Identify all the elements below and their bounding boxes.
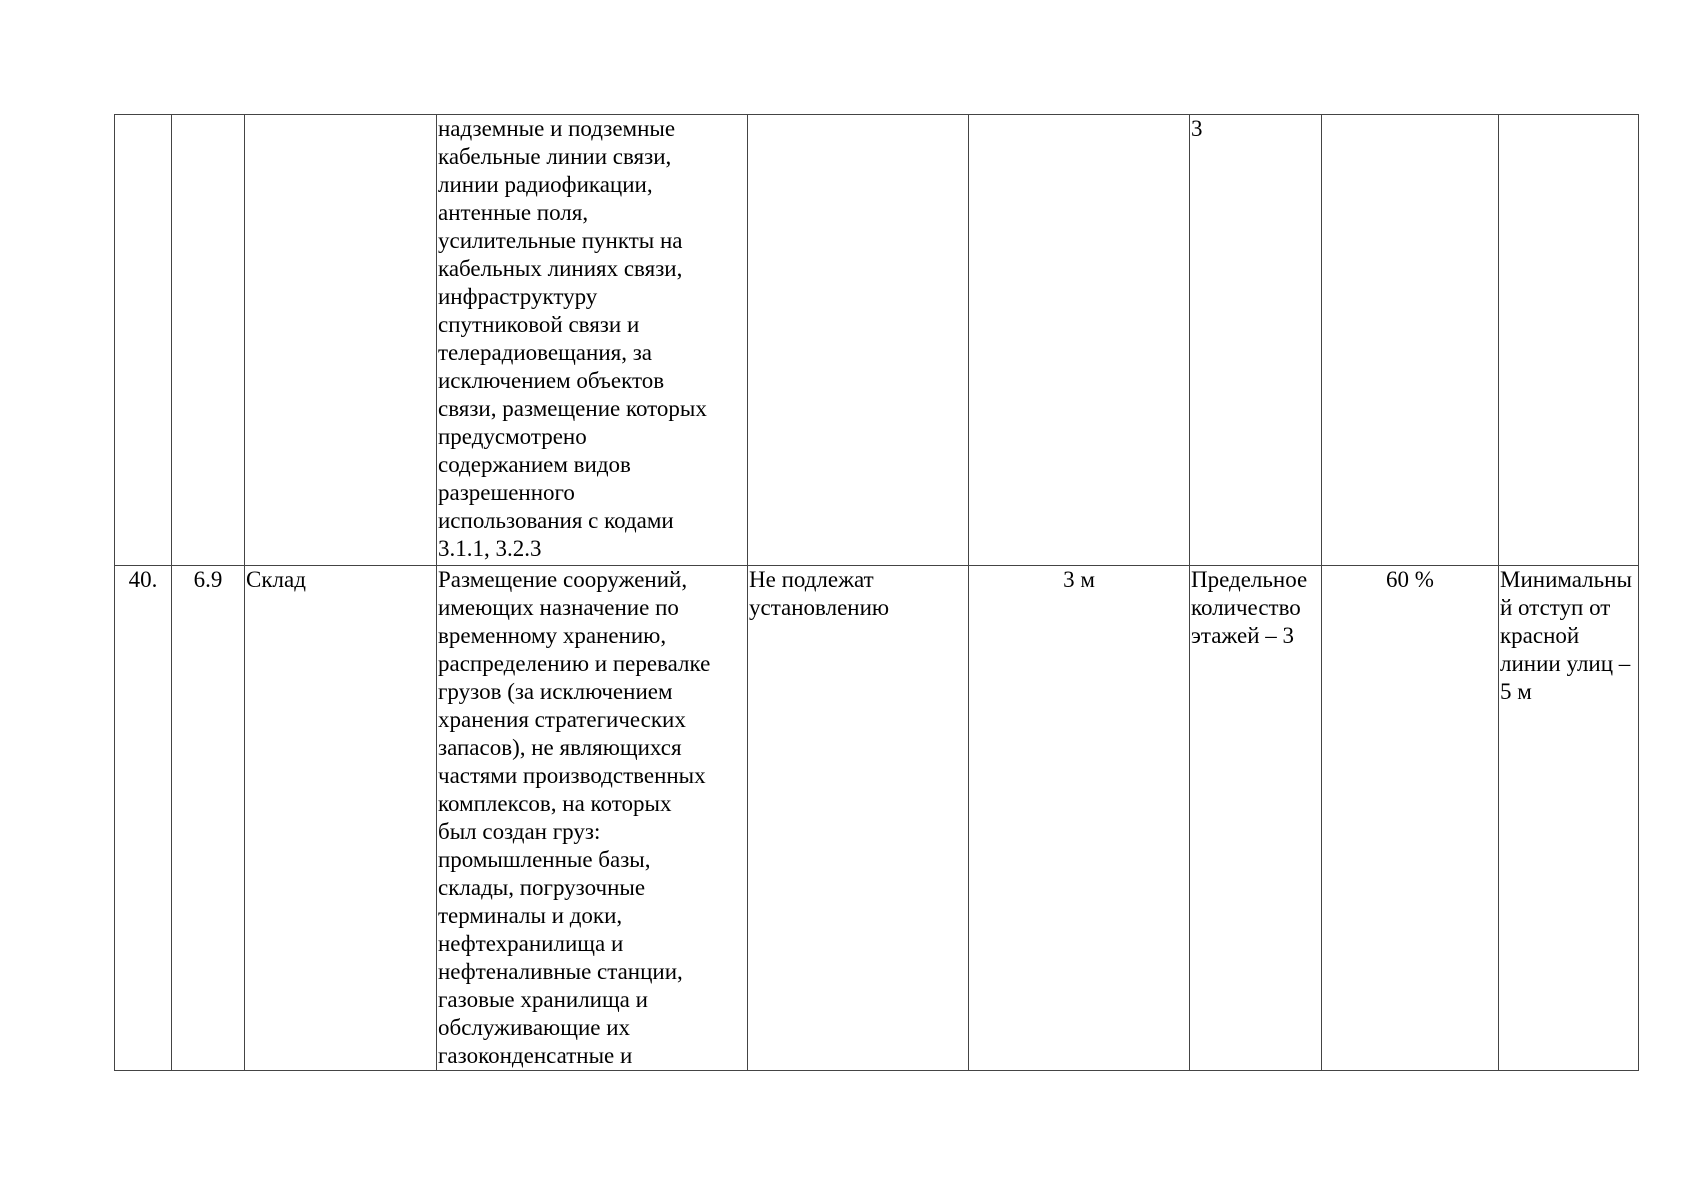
- setback-cell: 3 м: [969, 566, 1190, 1071]
- plot-size-cell: Не подлежат установлению: [748, 566, 969, 1071]
- notes-cell: [1499, 115, 1639, 566]
- setback-cell: [969, 115, 1190, 566]
- use-name-cell: [245, 115, 437, 566]
- row-number-cell: 40.: [115, 566, 172, 1071]
- coverage-cell: [1322, 115, 1499, 566]
- notes-cell: Минимальны й отступ от красной линии улиц – 5 м: [1499, 566, 1639, 1071]
- use-code-cell: 6.9: [172, 566, 245, 1071]
- floors-cell: Предельное количество этажей – 3: [1190, 566, 1322, 1071]
- plot-size-cell: [748, 115, 969, 566]
- table-row: [115, 115, 1639, 566]
- use-name-cell: Склад: [245, 566, 437, 1071]
- use-code-cell: [172, 115, 245, 566]
- use-description-cell: надземные и подземные кабельные линии связи, линии радиофикации, антенные поля, усилительные пункты на кабельных линиях связи, инфраструктуру спутниковой связи и телерадиовещания, за исключением объектов связи, размещение которых предусмотрено содержанием видов разрешенного использования с кодами 3.1.1, 3.2.3: [437, 115, 748, 566]
- row-number-cell: [115, 115, 172, 566]
- floors-cell: 3: [1190, 115, 1322, 566]
- coverage-cell: 60 %: [1322, 566, 1499, 1071]
- table-row: [115, 566, 1639, 1071]
- regulations-table: [114, 114, 1639, 1071]
- use-description-cell: Размещение сооружений, имеющих назначение по временному хранению, распределению и перевалке грузов (за исключением хранения стратегических запасов), не являющихся частями производственных комплексов, на которых был создан груз: промышленные базы, склады, погрузочные терминалы и доки, нефтехранилища и нефтеналивные станции, газовые хранилища и обслуживающие их газоконденсатные и: [437, 566, 748, 1071]
